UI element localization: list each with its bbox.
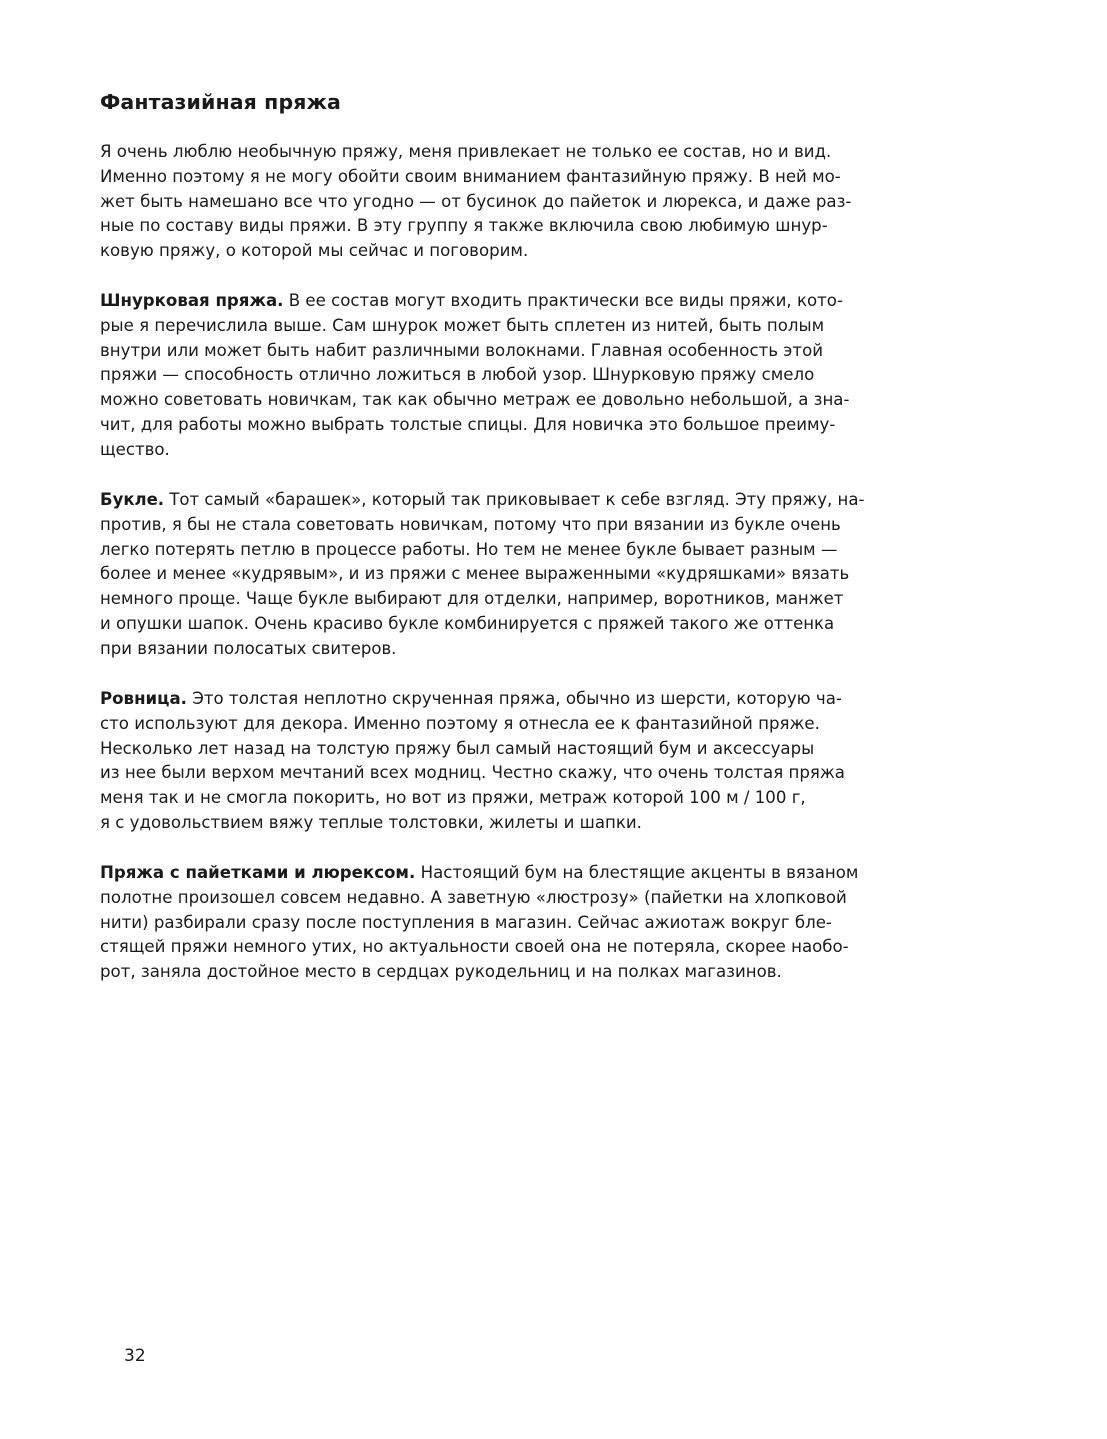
text-line: ные по составу виды пряжи. В эту группу я также включила свою любимую шнур-	[100, 216, 828, 236]
paragraph-intro	[100, 140, 851, 264]
text-line: нити) разбирали сразу после поступления в магазин. Сейчас ажиотаж вокруг бле-	[100, 912, 832, 932]
text-line: стящей пряжи немного утих, но актуальности своей она не потеряла, скорее наобо-	[100, 937, 849, 957]
text-line: более и менее «кудрявым», и из пряжи с менее выраженными «кудряшками» вязать	[100, 564, 850, 584]
term-label: Пряжа с пайетками и люрексом.	[100, 863, 416, 882]
text-line: легко потерять петлю в процессе работы. Но тем не менее букле бывает разным —	[100, 539, 838, 559]
line-text: Настоящий бум на блестящие акценты в вязаном	[415, 863, 859, 882]
line-text: В ее состав могут входить практически все виды пряжи, кото-	[283, 291, 843, 310]
section-title: Фантазийная пряжа	[100, 90, 341, 114]
paragraph-boucle	[100, 488, 864, 662]
text-line: жет быть намешано все что угодно — от бусинок до пайеток и люрекса, и даже раз-	[100, 191, 852, 211]
text-line: при вязании полосатых свитеров.	[100, 638, 397, 658]
text-line: ковую пряжу, о которой мы сейчас и поговорим.	[100, 241, 529, 261]
term-label: Ровница.	[100, 689, 187, 708]
term-label: Шнурковая пряжа.	[100, 291, 284, 310]
text-line: меня так и не смогла покорить, но вот из пряжи, метраж которой 100 м / 100 г,	[100, 788, 806, 808]
paragraph-roving	[100, 687, 845, 836]
paragraph-cord-yarn	[100, 289, 849, 463]
text-line: я с удовольствием вяжу теплые толстовки, жилеты и шапки.	[100, 812, 642, 832]
paragraph-sequin-yarn	[100, 861, 858, 985]
text-line: Я очень люблю необычную пряжу, меня привлекает не только ее состав, но и вид.	[100, 142, 832, 161]
text-line	[100, 289, 849, 314]
line-text: Это толстая неплотно скрученная пряжа, обычно из шерсти, которую ча-	[186, 689, 842, 708]
line-text: Тот самый «барашек», который так приковывает к себе взгляд. Эту пряжу, на-	[164, 490, 865, 509]
text-line: пряжи — способность отлично ложиться в любой узор. Шнурковую пряжу смело	[100, 365, 815, 385]
term-label: Букле.	[100, 490, 165, 509]
text-line: можно советовать новичкам, так как обычно метраж ее довольно небольшой, а зна-	[100, 390, 850, 410]
text-line: Несколько лет назад на толстую пряжу был самый настоящий бум и аксессуары	[100, 738, 815, 758]
text-line: и опушки шапок. Очень красиво букле комбинируется с пряжей такого же оттенка	[100, 613, 835, 633]
text-line: внутри или может быть набит различными волокнами. Главная особенность этой	[100, 340, 824, 360]
page-number: 32	[124, 1346, 146, 1366]
text-line: немного проще. Чаще букле выбирают для отделки, например, воротников, манжет	[100, 589, 844, 609]
text-line: щество.	[100, 439, 170, 459]
text-line: Именно поэтому я не могу обойти своим вниманием фантазийную пряжу. В ней мо-	[100, 166, 841, 186]
text-line	[100, 861, 858, 886]
text-line	[100, 687, 845, 712]
text-line: рот, заняла достойное место в сердцах рукодельниц и на полках магазинов.	[100, 962, 782, 982]
text-line	[100, 488, 864, 513]
text-line: из нее были верхом мечтаний всех модниц. Честно скажу, что очень толстая пряжа	[100, 763, 845, 783]
text-line: рые я перечислила выше. Сам шнурок может быть сплетен из нитей, быть полым	[100, 315, 825, 335]
text-line: против, я бы не стала советовать новичкам, потому что при вязании из букле очень	[100, 514, 841, 534]
text-line: сто используют для декора. Именно поэтому я отнесла ее к фантазийной пряже.	[100, 713, 820, 733]
text-line: полотне произошел совсем недавно. А заветную «люстрозу» (пайетки на хлопковой	[100, 887, 847, 907]
text-line: чит, для работы можно выбрать толстые спицы. Для новичка это большое преиму-	[100, 414, 836, 434]
